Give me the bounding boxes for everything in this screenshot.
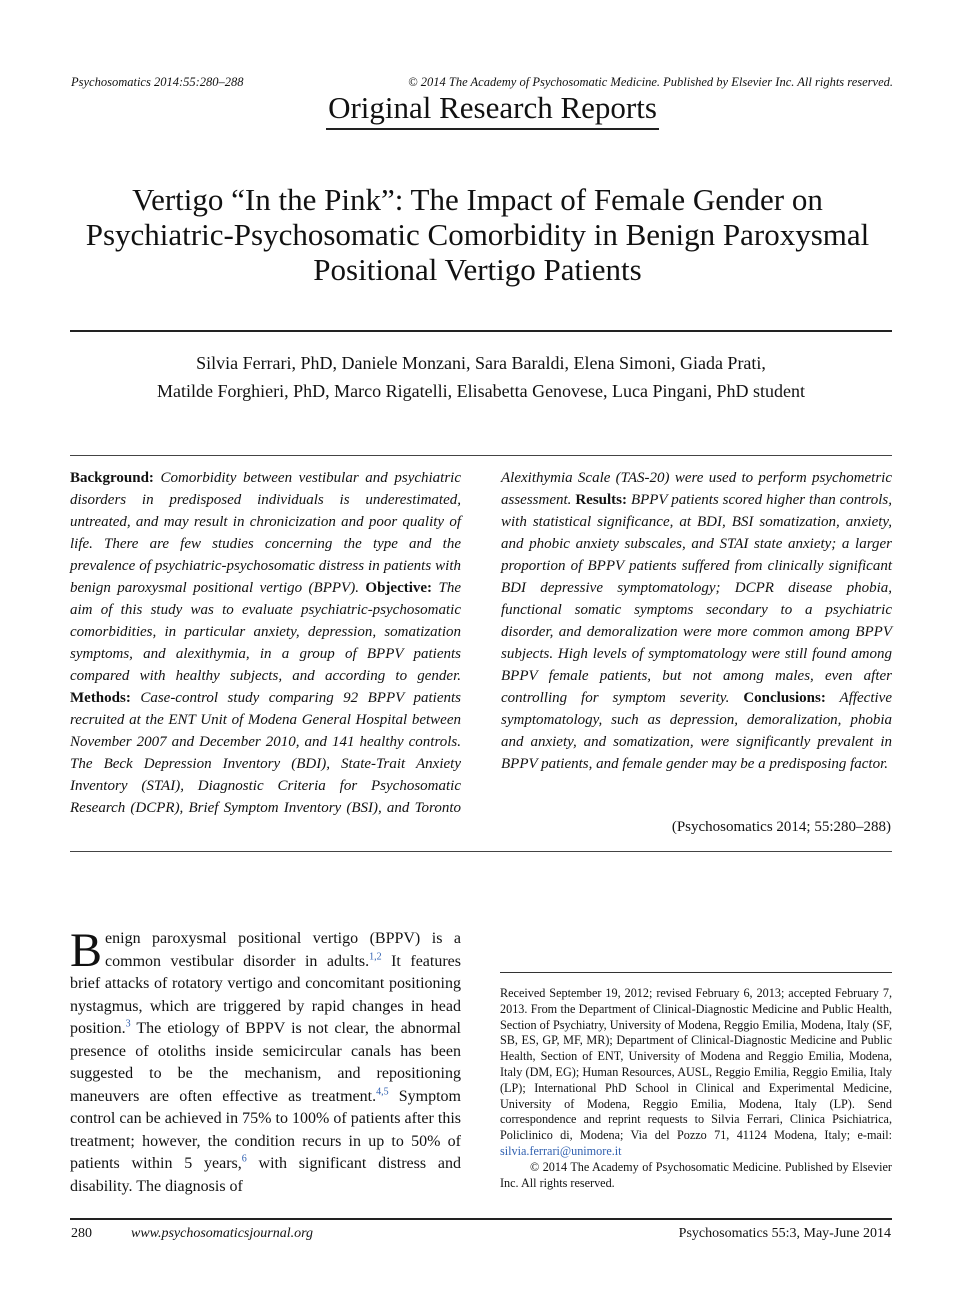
drop-cap: B (70, 924, 103, 977)
methods-label: Methods: (70, 690, 131, 706)
abstract-top-divider (70, 455, 892, 456)
footnote-text (500, 986, 892, 1160)
footer-divider (70, 1218, 892, 1220)
background-label: Background: (70, 470, 154, 486)
abstract (70, 467, 892, 837)
objective-text: The aim of this study was to evaluate psychiatric-psychosomatic comorbidities, in particular anxiety, depression, somatization symptoms, and alexithymia, in a group of BPPV patients compared with healthy subjects, and according to gender. (70, 580, 461, 684)
authors-line: Matilde Forghieri, PhD, Marco Rigatelli, Elisabetta Genovese, Luca Pingani, PhD student (156, 381, 806, 401)
body-paragraph (70, 924, 462, 1198)
conclusions-text: Affective symptomatology, such as depression, demoralization, phobia and anxiety, and somatization, were significantly prevalent in BPPV patients, and female gender may be a predisposing factor. (501, 690, 892, 772)
reference-link[interactable]: 3 (125, 1018, 131, 1030)
title-line: Positional Vertigo Patients (313, 252, 642, 287)
authors-line: Silvia Ferrari, PhD, Daniele Monzani, Sara Baraldi, Elena Simoni, Giada Prati, (196, 353, 766, 373)
abstract-bottom-divider (70, 851, 892, 852)
body-text: The etiology of BPPV is not clear, the abnormal presence of otoliths inside semicircular canals has been suggested to be the mechanism, and repositioning maneuvers are often effective as treatment. (70, 1020, 461, 1105)
article-title (60, 182, 895, 287)
title-divider (70, 330, 892, 332)
section-heading (0, 90, 975, 130)
copyright-header: © 2014 The Academy of Psychosomatic Medicine. Published by Elsevier Inc. All rights reserved. (408, 75, 893, 89)
objective-label: Objective: (365, 580, 433, 596)
footnote-body: Received September 19, 2012; revised February 6, 2013; accepted February 7, 2013. From the Department of Clinical-Diagnostic Medicine and Public Health, Section of Psychiatry, University of Modena, Reggio Emilia, Modena, Italy (SF, SB, ES, GP, MF, MR); Department of Clinical-Diagnostic Medicine and Public Health, Section of ENT, University of Modena and Reggio Emilia, Modena, Italy (DM, EG); Human Resources, AUSL, Reggio Emilia, Reggio Emilia, Italy (LP); International PhD School in Clinical and Experimental Medicine, University of Modena, Reggio Emilia, Modena, Italy (LP). Send correspondence and reprint requests to Silvia Ferrari, Clinica Psichiatrica, Policlinico di, Modena; Via del Pozzo 71, 41124 Modena, Italy; e-mail: (500, 986, 892, 1143)
footnote-divider (500, 972, 892, 973)
abstract-citation: (Psychosomatics 2014; 55:280–288) (671, 819, 891, 835)
email-link[interactable]: silvia.ferrari@unimore.it (500, 1143, 622, 1158)
reference-link[interactable]: 6 (241, 1153, 247, 1165)
conclusions-label: Conclusions: (743, 690, 826, 706)
page-number: 280 (71, 1226, 92, 1241)
body-text: enign paroxysmal positional vertigo (BPPV) is a common vestibular disorder in adults. (105, 930, 461, 970)
body-text: Symptom control can be achieved in 75% to 100% of patients after this treatment; however, the condition recurs in up to 50% of patients within 5 years, (70, 1087, 462, 1172)
reference-link[interactable]: 1,2 (369, 951, 382, 963)
body-text: with significant distress and disability. The diagnosis of (70, 1155, 461, 1195)
footnote-copyright: © 2014 The Academy of Psychosomatic Medicine. Published by Elsevier Inc. All rights reserved. (500, 1159, 892, 1190)
title-line: Vertigo “In the Pink”: The Impact of Female Gender on (132, 182, 823, 217)
journal-citation-header: Psychosomatics 2014:55:280–288 (71, 75, 244, 89)
methods-text: Case-control study comparing 92 BPPV patients recruited at the ENT Unit of Modena General Hospital between November 2007 and December 2010, and 141 healthy controls. The Beck Depression Inventory (BDI), State-Trait Anxiety Inventory (STAI), Diagnostic Criteria for Psychosomatic Research (DCPR), Brief Symptom Inventory (BSI), and Toronto Alexithymia Scale (TAS-20) were used to perform psychometric assessment. (70, 470, 892, 816)
journal-url[interactable]: www.psychosomaticsjournal.org (131, 1226, 314, 1241)
results-text: BPPV patients scored higher than controls, with statistical significance, at BDI, BSI somatization, anxiety, and phobic anxiety subscales, and STAI state anxiety; a larger proportion of BPPV patients suffered from clinically significant BDI depressive symptomatology; DCPR disease phobia, functional somatic symptoms secondary to a psychiatric disorder, and demoralization were more common among BPPV subjects. High levels of symptomatology were still found among BPPV female patients, but not among males, even after controlling for symptom severity. (501, 492, 893, 706)
author-list (70, 349, 892, 405)
body-text: It features brief attacks of rotatory vertigo and concomitant positioning nystagmus, which are triggered by rapid changes in head position. (70, 952, 461, 1037)
journal-issue: Psychosomatics 55:3, May-June 2014 (678, 1226, 891, 1241)
article-footnote (500, 986, 892, 1191)
section-title: Original Research Reports (326, 90, 659, 130)
results-label: Results: (575, 492, 628, 508)
reference-link[interactable]: 4,5 (376, 1086, 389, 1098)
title-line: Psychiatric-Psychosomatic Comorbidity in Benign Paroxysmal (85, 217, 870, 252)
background-text: Comorbidity between vestibular and psychiatric disorders in predisposed individuals is underestimated, untreated, and may result in chronicization and poor quality of life. There are few studies concerning the type and the prevalence of psychiatric-psychosomatic distress in patients with benign paroxysmal positional vertigo (BPPV). (70, 470, 462, 596)
